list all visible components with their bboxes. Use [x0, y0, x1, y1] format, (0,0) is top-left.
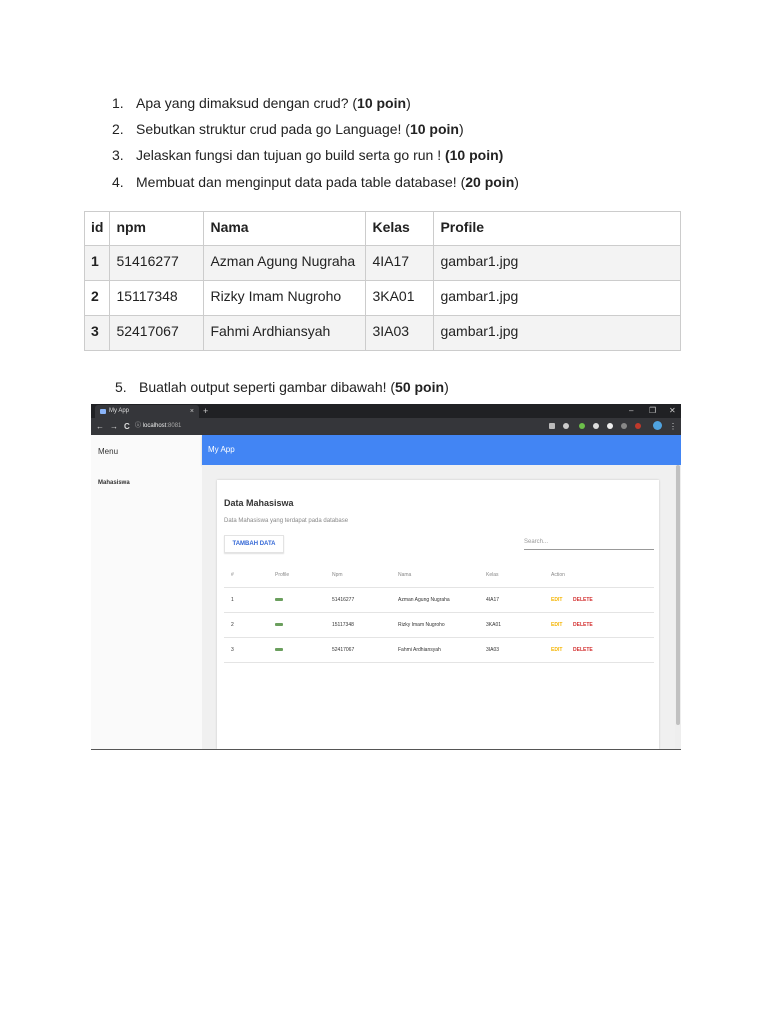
col-npm: Npm — [332, 572, 343, 578]
url-host: localhost — [142, 423, 167, 429]
delete-button[interactable]: DELETE — [573, 597, 593, 603]
header-kelas: Kelas — [366, 212, 434, 246]
tab-close-icon[interactable]: × — [189, 408, 194, 415]
header-npm: npm — [110, 212, 204, 246]
row-number: 3 — [231, 647, 234, 653]
cell-profile: gambar1.jpg — [434, 246, 681, 281]
question-5: 5. Buatlah output seperti gambar dibawah! (50 poin) — [115, 379, 449, 395]
more-menu-icon[interactable]: ⋮ — [669, 422, 677, 431]
col-nama: Nama — [398, 572, 412, 578]
add-data-button[interactable]: TAMBAH DATA — [224, 535, 284, 553]
extension-icon[interactable] — [593, 423, 599, 429]
table-row — [224, 587, 654, 613]
cell-nama: Azman Agung Nugraha — [204, 246, 366, 281]
new-tab-icon[interactable]: + — [203, 406, 209, 416]
card-title: Data Mahasiswa — [224, 498, 294, 508]
main-content — [202, 465, 675, 749]
extension-icon[interactable] — [621, 423, 627, 429]
reload-icon[interactable]: C — [124, 422, 130, 431]
extension-icon[interactable] — [635, 423, 641, 429]
forward-icon[interactable]: → — [110, 422, 118, 431]
question-3: 3. Jelaskan fungsi dan tujuan go build serta go run ! (10 poin) — [112, 147, 504, 163]
info-icon: ⓘ — [135, 423, 143, 429]
extension-icon[interactable] — [607, 423, 613, 429]
url-field[interactable] — [135, 421, 535, 432]
col-number: # — [231, 572, 234, 578]
row-kelas: 3IA03 — [486, 647, 500, 653]
table-row — [85, 316, 681, 351]
cell-id: 2 — [85, 281, 110, 316]
scrollbar-thumb[interactable] — [676, 465, 680, 725]
cell-id: 3 — [85, 316, 110, 351]
col-profile: Profile — [275, 572, 290, 578]
browser-tab[interactable] — [95, 405, 199, 418]
back-icon[interactable]: ← — [96, 422, 104, 431]
table-header-row — [85, 212, 681, 246]
favicon-icon — [100, 409, 106, 414]
inner-table-header — [224, 562, 654, 588]
question-2: 2. Sebutkan struktur crud pada go Language! (10 poin) — [112, 121, 464, 137]
delete-button[interactable]: DELETE — [573, 622, 593, 628]
row-kelas: 4IA17 — [486, 597, 500, 603]
sidebar-menu-title: Menu — [98, 447, 119, 456]
header-profile: Profile — [434, 212, 681, 246]
profile-image — [275, 623, 283, 626]
delete-button[interactable]: DELETE — [573, 647, 593, 653]
row-nama: Rizky Imam Nugroho — [398, 622, 445, 628]
url-port: :8081 — [166, 423, 182, 429]
student-table — [84, 211, 681, 351]
table-row — [85, 281, 681, 316]
cell-kelas: 3IA03 — [366, 316, 434, 351]
close-window-icon[interactable]: ✕ — [669, 406, 676, 415]
table-row — [224, 637, 654, 663]
app-screenshot — [91, 404, 681, 750]
extension-icon[interactable] — [579, 423, 585, 429]
row-number: 1 — [231, 597, 234, 603]
row-npm: 51416277 — [332, 597, 355, 603]
maximize-icon[interactable]: ❐ — [649, 406, 657, 415]
profile-image — [275, 598, 283, 601]
cell-npm: 15117348 — [110, 281, 204, 316]
cell-npm: 51416277 — [110, 246, 204, 281]
cell-profile: gambar1.jpg — [434, 316, 681, 351]
row-nama: Azman Agung Nugraha — [398, 597, 450, 603]
profile-avatar-icon[interactable] — [653, 421, 662, 430]
row-nama: Fahmi Ardhiansyah — [398, 647, 441, 653]
table-row — [224, 612, 654, 638]
cell-id: 1 — [85, 246, 110, 281]
sidebar — [91, 435, 203, 749]
translate-icon[interactable] — [549, 423, 555, 429]
question-4: 4. Membuat dan menginput data pada table database! (20 poin) — [112, 174, 519, 190]
app-bar — [202, 435, 681, 465]
row-npm: 15117348 — [332, 622, 354, 628]
cell-npm: 52417067 — [110, 316, 204, 351]
browser-titlebar — [91, 404, 681, 418]
col-action: Action — [551, 572, 565, 578]
cell-nama: Fahmi Ardhiansyah — [204, 316, 366, 351]
row-kelas: 3KA01 — [486, 622, 502, 628]
app-title: My App — [208, 445, 235, 454]
browser-address-bar — [91, 418, 681, 435]
star-icon[interactable] — [563, 423, 569, 429]
sidebar-item-mahasiswa[interactable]: Mahasiswa — [98, 480, 130, 486]
row-npm: 52417067 — [332, 647, 355, 653]
edit-button[interactable]: EDIT — [551, 622, 563, 628]
row-number: 2 — [231, 622, 234, 628]
edit-button[interactable]: EDIT — [551, 597, 563, 603]
profile-image — [275, 648, 283, 651]
cell-kelas: 4IA17 — [366, 246, 434, 281]
cell-profile: gambar1.jpg — [434, 281, 681, 316]
edit-button[interactable]: EDIT — [551, 647, 563, 653]
tab-title: My App — [109, 408, 130, 414]
table-row — [85, 246, 681, 281]
header-id: id — [85, 212, 110, 246]
scrollbar[interactable] — [675, 465, 681, 749]
minimize-icon[interactable]: – — [629, 406, 634, 415]
data-card — [217, 480, 659, 749]
cell-nama: Rizky Imam Nugroho — [204, 281, 366, 316]
header-nama: Nama — [204, 212, 366, 246]
card-subtitle: Data Mahasiswa yang terdapat pada database — [224, 518, 349, 524]
question-1: 1. Apa yang dimaksud dengan crud? (10 poin) — [112, 95, 411, 111]
cell-kelas: 3KA01 — [366, 281, 434, 316]
search-input[interactable]: Search... — [524, 536, 654, 550]
col-kelas: Kelas — [486, 572, 499, 578]
